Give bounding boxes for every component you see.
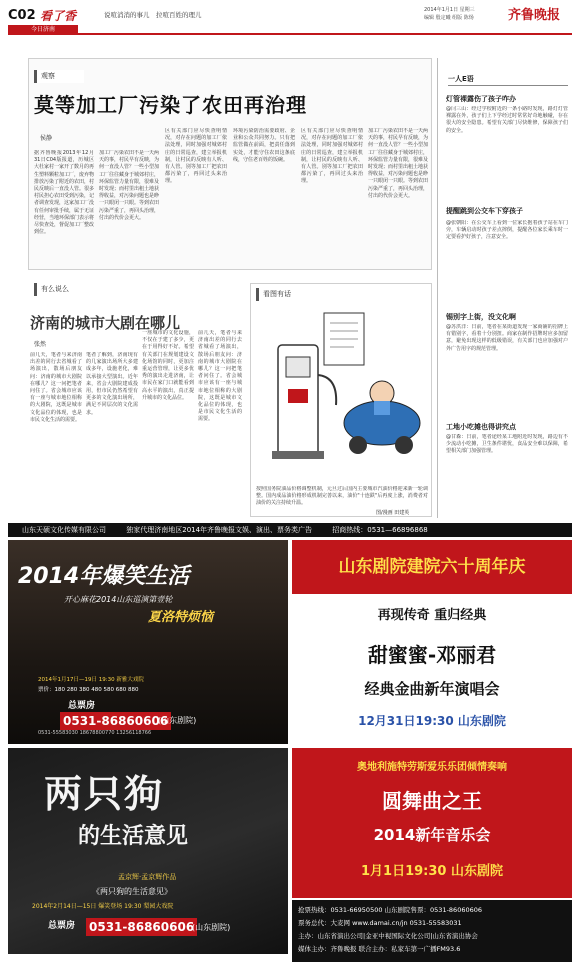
sidebar-item-title: 提醒跳到公交车下穿孩子 (446, 207, 523, 215)
sidebar-item-body: @甘森：日前，笔者途经某工地附近时发现，路边有不少流动小吃摊，卫生条件堪忧，食品安全难以保障，希望相关部门加强管理。 (446, 434, 568, 455)
ad-footer (292, 900, 572, 962)
ad-theatre-anniversary[interactable] (292, 540, 572, 744)
ad-drama-date: 2014年2月14日—15日 爆笑登场 19:30 梨园大戏院 (32, 903, 174, 910)
ad-theatre-time: 12月31日19:30 山东剧院 (358, 714, 506, 728)
sidebar-item-body: @闫三山：经过学校附近的一条小路时发现，路灯灯管裸露在外，孩子们上下学经过时常常好奇地触碰，存在很大的安全隐患。希望有关部门尽快维修，保障孩子们的安全。 (446, 106, 568, 134)
ad-comedy-contact: 0531-55583030 18678800770 13256118766 (38, 730, 152, 736)
ad-banner-hotline: 招商热线：0531—66896868 (332, 526, 428, 534)
article1-col6: 加工厂污染农田不是一天两天的事，村民早有反映，为何一直没人管？一些小型加工厂往往藏身于城郊村庄，环保监管力量有限，很难及时发现；而村里出租土地获得收益，对污染问题也是睁一只眼闭一只眼。等到农田污染严重了，再回头治理，付出的代价会更大。 (368, 128, 428, 199)
sidebar-item-title: 锡别字上街，没文化啊 (446, 313, 516, 321)
ad-concert-time: 1月1日19:30 山东剧院 (361, 864, 503, 879)
cartoon-caption: 按照国务院油品价格调整机制，元旦过后国内主要城市汽油价格迎来新一轮调整。国内成品油价格形成机制完善以来，油价"十连跌"后再度上涨，消费者对油价的关注持续升温。 (256, 486, 428, 507)
ad-banner-company: 山东天硕文化传媒有限公司 (22, 526, 106, 534)
ad-comedy-show[interactable] (8, 540, 288, 744)
article1-col4: 环境污染防治需要政府、企业和公众共同努力。只有把监管做在前面，把责任落到实处，才能守住农田这条底线，守住老百姓的饭碗。 (233, 128, 295, 163)
article1-byline: 侯静 (40, 135, 53, 142)
article2-col3: 一座城市的文化设施，不仅在于建了多少，更在于用得好不好。希望有关部门在规划建设文化场馆的同时，更加注重运营管理，让更多优秀的演出走进济南，让市民在家门口就能看到高水平的演出，真正提升城市的文化品位。 (142, 330, 194, 401)
date-line: 2014年1月1日 星期三 (424, 7, 475, 13)
ad-comedy-venue: (山东剧院) (158, 716, 197, 725)
editor-line: 编辑 殷定曦 组版 陈炀 (424, 15, 474, 21)
article2-col1: 前几天，笔者与来济南出差的同行去省城看了场演出，散场后朋友问：济南的城市大剧院在哪儿？这一问把笔者问住了。省会城市应该有一座与城市地位相称的大剧院，这既是城市文化品位的体现，也是市民文化生活的需要。 (30, 352, 82, 423)
column-title: 看了香 (40, 9, 77, 23)
sidebar-rule (437, 58, 438, 518)
article1-flag: 观察 (34, 70, 84, 83)
page-code: C02 (8, 8, 36, 23)
ad-footer-line: 主办：山东省演出公司|金亚中视国际文化公司|山东省演出协会 (298, 932, 478, 940)
ad-concert-orchestra: 奥地利施特劳斯爱乐乐团倾情奏响 (357, 762, 507, 773)
ad-comedy-headline: 2014年爆笑生活 (18, 564, 190, 589)
ad-concert-title: 圆舞曲之王 (382, 789, 482, 813)
cartoon-credit: 图/漫画 田建英 (376, 510, 410, 516)
ad-drama-venue: (山东剧院) (192, 923, 231, 932)
paper-logo: 齐鲁晚报 (508, 8, 561, 23)
masthead-rule (78, 33, 572, 35)
ad-drama-agency: 总票房 (48, 921, 76, 931)
article1-col1: 据齐鲁晚报2013年12月31日C04版报道，历城区大杜家村一家开了数月的再生塑料颗粒加工厂，废弃物排放污染了附近的农田，村民反映后一直没人管。很多村民担心农田受到污染，记者调查发现，这家加工厂没有任何审批手续，属于无证经营，当地环保部门表示将尽快查处，督促加工厂整改到位。 (34, 150, 94, 236)
sidebar-flag: 一人E语 (448, 74, 568, 86)
article1-col5: 区有关部门应尽快查明情况，对存在问题的加工厂依法处理，同时加强对城郊村庄的日常巡查，建立举报机制，让村民的反映有人听、有人管。别等加工厂把农田都污染了，再回过头来治理。 (301, 128, 363, 185)
ad-drama-title-2: 的生活意见 (78, 824, 189, 849)
article2-flag: 有么说么 (34, 283, 92, 296)
article1-col2: 加工厂污染农田不是一天两天的事，村民早有反映，为何一直没人管？一些小型加工厂往往藏身于城郊村庄，环保监管力量有限，很难及时发现；而村里出租土地获得收益，对污染问题也是睁一只眼闭一只眼。等到农田污染严重了，再回头治理，付出的代价会更大。 (99, 150, 159, 221)
ad-theatre-names: 甜蜜蜜-邓丽君 (367, 643, 497, 667)
ad-drama-title-1: 两只狗 (44, 772, 165, 816)
cartoon-illustration (258, 305, 426, 483)
car-driver-icon (344, 381, 420, 454)
ad-drama-phone[interactable]: 0531-86860606 (86, 918, 197, 936)
ad-drama-show[interactable] (8, 748, 288, 954)
ad-theatre-slogan: 再现传奇 重归经典 (377, 608, 487, 623)
ad-concert-name: 2014新年音乐会 (373, 826, 491, 844)
ad-comedy-date: 2014年1月17日—19日 19:30 新雅大戏院 (38, 677, 144, 683)
sidebar-item-body: @苏洪洋：日前，笔者在某街道发现一家商铺的招牌上有错别字，看着十分别扭。商家在制作招牌时应多加留意，避免出现这样的低级错误，有关部门也应加强对户外广告用字的规范管理。 (446, 324, 568, 352)
article1-headline: 莫等加工厂污染了农田再治理 (34, 93, 307, 117)
ad-banner-slogan: 独家代理济南地区2014年齐鲁晚报文娱、演出、票务类广告 (126, 526, 313, 534)
article2-byline: 张然 (34, 341, 47, 348)
ad-drama-subtitle: 孟京辉·孟京辉作品 (118, 873, 177, 881)
ad-comedy-prices: 票价：180 280 380 480 580 680 880 (38, 687, 139, 693)
ad-new-year-concert[interactable] (292, 748, 572, 898)
ad-footer-line: 票务总代：大麦网 www.damai.cn/jn 0531-55583031 (298, 919, 462, 927)
article1-col3: 区有关部门应尽快查明情况，对存在问题的加工厂依法处理，同时加强对城郊村庄的日常巡查，建立举报机制，让村民的反映有人听、有人管。别等加工厂把农田都污染了，再回过头来治理。 (165, 128, 227, 185)
ad-drama-show-name: 《两只狗的生活意见》 (92, 887, 172, 896)
ad-theatre-banner: 山东剧院建院六十周年庆 (292, 540, 572, 594)
ad-comedy-subline: 开心麻花2014山东巡演第壹轮 (64, 595, 173, 604)
sidebar-item-title: 工地小吃摊也得讲究点 (446, 423, 516, 431)
article2-col2: 笔者了解到，济南现有的几家演出场所大多建成多年，设施老化，难以承接大型演出。近年来，省会大剧院建成投用，但市民仍然希望有更多的文化演出场所，满足不同层次的文化需求。 (86, 352, 138, 416)
ad-footer-line: 抢票热线：0531-66950500 山东剧院售票：0531-86060606 (298, 906, 483, 914)
ad-comedy-show-name: 夏洛特烦恼 (148, 610, 214, 625)
price-sheet-icon (324, 313, 364, 365)
ad-comedy-agency: 总票房 (68, 701, 96, 711)
sidebar-item-body: @张朝阳：在公交车上看到一位家长抱着孩子站在车门旁，车辆启动时孩子差点摔倒，提醒各位家长乘车时一定要看护好孩子，注意安全。 (446, 220, 568, 241)
ad-comedy-phone[interactable]: 0531-86860606 (60, 712, 171, 730)
slogan-1: 说喧消消的事儿 (104, 11, 150, 19)
ad-theatre-subtitle: 经典金曲新年演唱会 (364, 680, 500, 698)
ad-banner (8, 523, 572, 537)
sidebar-item-title: 灯管裸露伤了孩子咋办 (446, 95, 516, 103)
masthead (8, 6, 572, 36)
article2-col4: 前几天，笔者与来济南出差的同行去省城看了场演出，散场后朋友问：济南的城市大剧院在哪儿？这一问把笔者问住了。省会城市应该有一座与城市地位相称的大剧院，这既是城市文化品位的体现，也是市民文化生活的需要。 (198, 330, 242, 423)
article2-headline: 济南的城市大剧在哪儿 (30, 314, 181, 332)
section-tab: 今日济南 (8, 25, 78, 35)
ad-footer-line: 媒体主办：齐鲁晚报 联合主办：私家车第一广播FM93.6 (298, 945, 461, 953)
cartoon-flag: 看图有话 (256, 288, 314, 301)
slogan-2: 拉喧百姓的理儿 (156, 11, 202, 19)
